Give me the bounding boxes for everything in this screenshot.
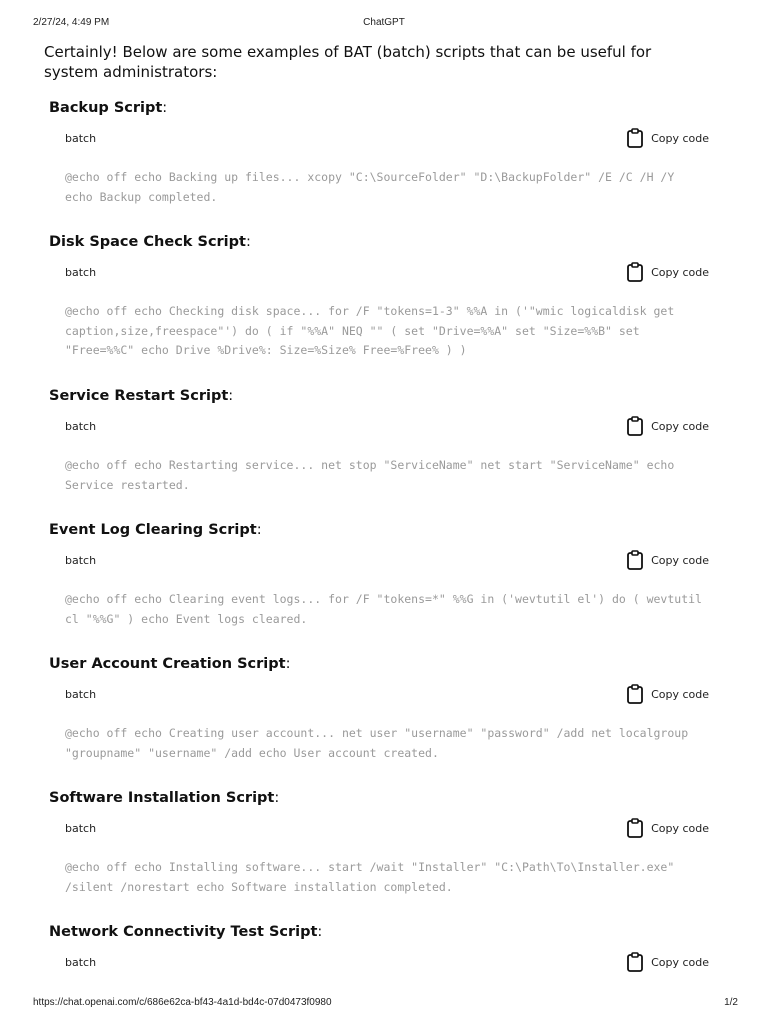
code-header bbox=[49, 818, 729, 840]
section-title-text: User Account Creation Script bbox=[49, 656, 286, 672]
code-language-label: batch bbox=[65, 132, 97, 145]
code-header bbox=[49, 684, 729, 706]
section-title-text: Service Restart Script bbox=[49, 388, 229, 404]
page-number: 1/2 bbox=[724, 997, 738, 1008]
section-title bbox=[49, 520, 729, 540]
copy-code-label: Copy code bbox=[651, 955, 709, 969]
copy-code-label: Copy code bbox=[651, 821, 709, 835]
section-title bbox=[49, 788, 729, 808]
intro-text: Certainly! Below are some examples of BAT (batch) scripts that can be useful for system administrators: bbox=[44, 43, 652, 81]
code-block: @echo off echo Backing up files... xcopy "C:\SourceFolder" "D:\BackupFolder" /E /C /H /Y echo Backup completed. bbox=[65, 170, 675, 204]
script-section-software-install bbox=[49, 788, 729, 897]
code-block: @echo off echo Checking disk space... for /F "tokens=1-3" %%A in ('"wmic logicaldisk get caption,size,freespace"') do ( if "%%A" NEQ "" ( set "Drive=%%A" set "Size=%%B" set "Free=%%C" echo Drive %Drive%: Size=%Size% Free=%Free% ) ) bbox=[65, 304, 675, 357]
clipboard-icon bbox=[626, 684, 644, 704]
section-title-text: Disk Space Check Script bbox=[49, 234, 246, 250]
script-section-user-account bbox=[49, 654, 729, 763]
copy-code-button[interactable] bbox=[626, 262, 709, 282]
title-colon: : bbox=[317, 924, 323, 940]
copy-code-button[interactable] bbox=[626, 684, 709, 704]
code-block: @echo off echo Creating user account... net user "username" "password" /add net localgroup "groupname" "username" /add echo User account created. bbox=[65, 726, 689, 760]
copy-code-button[interactable] bbox=[626, 550, 709, 570]
print-datetime: 2/27/24, 4:49 PM bbox=[33, 17, 110, 28]
code-block: @echo off echo Installing software... start /wait "Installer" "C:\Path\To\Installer.exe" /silent /norestart echo Software installation completed. bbox=[65, 860, 675, 894]
section-title-text: Event Log Clearing Script bbox=[49, 522, 257, 538]
copy-code-button[interactable] bbox=[626, 416, 709, 436]
script-section-service-restart bbox=[49, 386, 729, 495]
copy-code-label: Copy code bbox=[651, 419, 709, 433]
script-section-backup bbox=[49, 98, 729, 207]
code-block: @echo off echo Clearing event logs... for /F "tokens=*" %%G in ('wevtutil el') do ( wevtutil cl "%%G" ) echo Event logs cleared. bbox=[65, 592, 702, 626]
copy-code-label: Copy code bbox=[651, 687, 709, 701]
code-language-label: batch bbox=[65, 554, 97, 567]
code-header bbox=[49, 262, 729, 284]
script-section-network-test bbox=[49, 922, 729, 974]
title-colon: : bbox=[228, 388, 234, 404]
code-header bbox=[49, 416, 729, 438]
code-language-label: batch bbox=[65, 956, 97, 969]
copy-code-button[interactable] bbox=[626, 818, 709, 838]
script-section-disk-space bbox=[49, 232, 729, 361]
section-title-text: Network Connectivity Test Script bbox=[49, 924, 318, 940]
clipboard-icon bbox=[626, 128, 644, 148]
section-title bbox=[49, 922, 729, 942]
code-header bbox=[49, 550, 729, 572]
copy-code-label: Copy code bbox=[651, 265, 709, 279]
title-colon: : bbox=[245, 234, 251, 250]
page-header-title: ChatGPT bbox=[363, 17, 405, 28]
copy-code-button[interactable] bbox=[626, 128, 709, 148]
section-title bbox=[49, 654, 729, 674]
clipboard-icon bbox=[626, 952, 644, 972]
clipboard-icon bbox=[626, 416, 644, 436]
clipboard-icon bbox=[626, 262, 644, 282]
copy-code-button[interactable] bbox=[626, 952, 709, 972]
code-header bbox=[49, 128, 729, 150]
section-title-text: Software Installation Script bbox=[49, 790, 275, 806]
copy-code-label: Copy code bbox=[651, 131, 709, 145]
script-section-event-log bbox=[49, 520, 729, 629]
title-colon: : bbox=[256, 522, 262, 538]
section-title bbox=[49, 386, 729, 406]
section-title-text: Backup Script bbox=[49, 100, 163, 116]
code-language-label: batch bbox=[65, 822, 97, 835]
page-url: https://chat.openai.com/c/686e62ca-bf43-4a1d-bd4c-07d0473f0980 bbox=[33, 997, 332, 1008]
code-header bbox=[49, 952, 729, 974]
title-colon: : bbox=[162, 100, 168, 116]
clipboard-icon bbox=[626, 550, 644, 570]
title-colon: : bbox=[274, 790, 280, 806]
title-colon: : bbox=[285, 656, 291, 672]
section-title bbox=[49, 232, 729, 252]
section-title bbox=[49, 98, 729, 118]
copy-code-label: Copy code bbox=[651, 553, 709, 567]
code-block: @echo off echo Restarting service... net stop "ServiceName" net start "ServiceName" echo Service restarted. bbox=[65, 458, 675, 492]
code-language-label: batch bbox=[65, 420, 97, 433]
code-language-label: batch bbox=[65, 688, 97, 701]
code-language-label: batch bbox=[65, 266, 97, 279]
clipboard-icon bbox=[626, 818, 644, 838]
